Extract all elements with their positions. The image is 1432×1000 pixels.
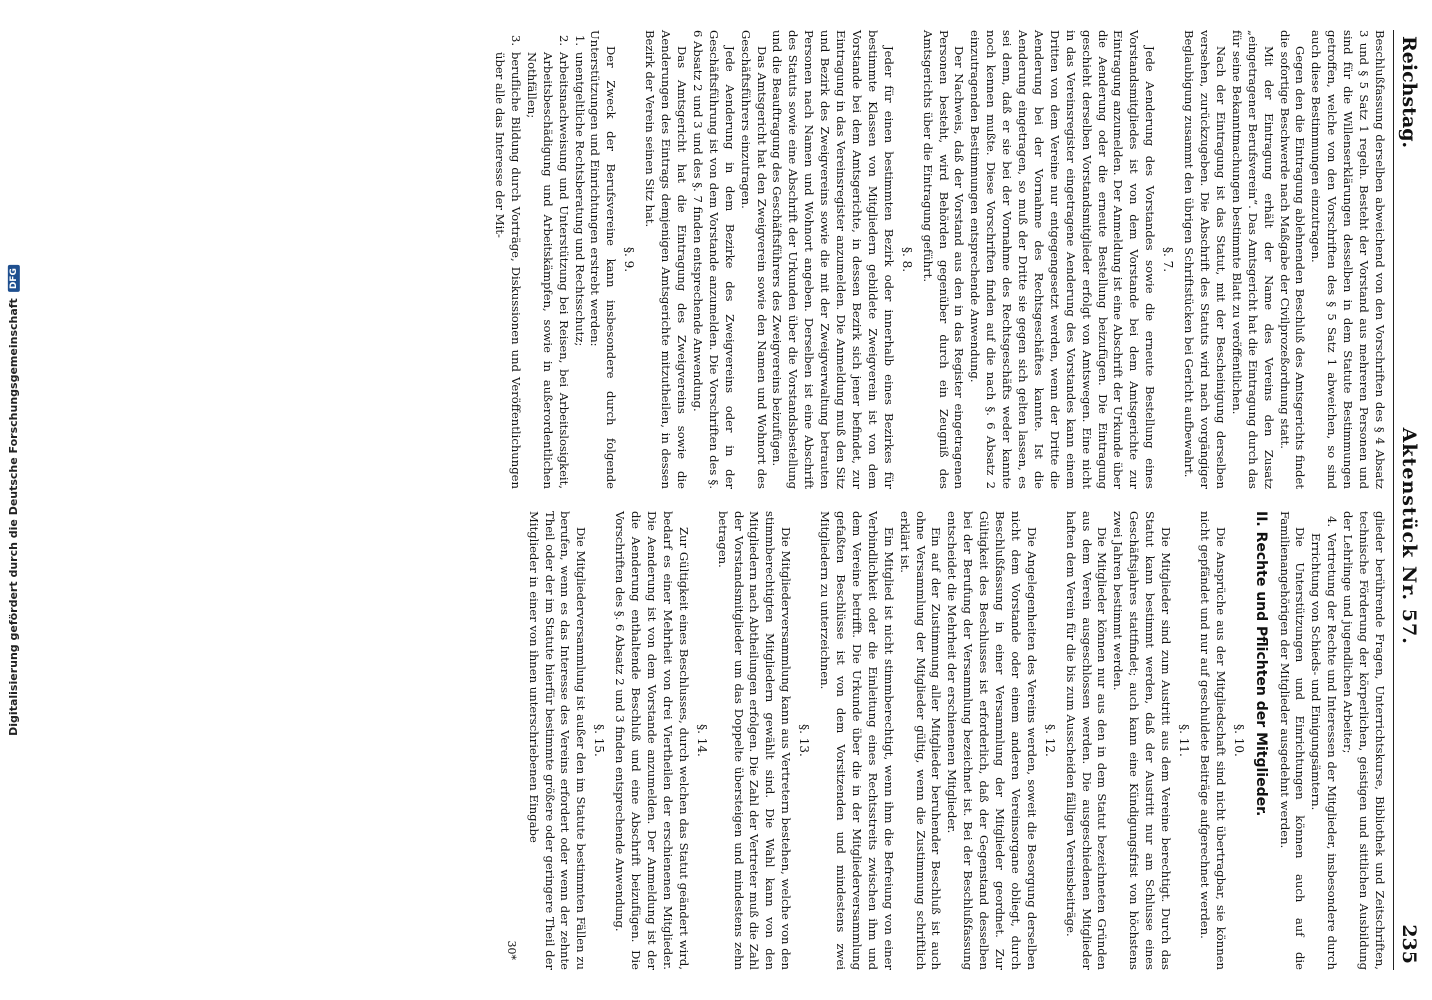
section-mark: §. 9. bbox=[622, 246, 637, 273]
list-item bbox=[523, 30, 571, 489]
paragraph: Die Mitgliederversammlung kann aus Vertretern bestehen, welche von den stimmberechtigten Mitgliedern gewählt sind. Die Wahl kann von den Mitgliedern nach Abtheilungen erfolgen. Die Zahl der Vertreter muß die Zahl der Vorstandsmitglieder um das Doppelte übersteigen und mindestens zehn betragen. bbox=[715, 511, 794, 970]
list-number: 1. bbox=[572, 34, 587, 46]
scanned-page-viewport bbox=[28, 0, 1432, 1000]
scanned-page bbox=[28, 0, 1432, 1000]
paragraph: Zur Gültigkeit eines Beschlusses, durch welchen das Statut geändert wird, bedarf es einer Mehrheit von drei Viertheilen der erschienenen Mitglieder. Die Aenderung ist von dem Vorstande anzumelden. Der Anmeldung ist der die Aenderung enthaltende Beschluß und eine Abschrift beizufügen. Die Vorschriften des §. 6 Absatz 2 und 3 finden entsprechende Anwendung. bbox=[613, 511, 691, 970]
section-mark: §. 11. bbox=[1177, 724, 1192, 757]
paragraph: Die Mitglieder sind zum Austritt aus dem Vereine berechtigt. Durch das Statut kann bestimmt werden, daß der Austritt nur am Schlusse eines Geschäftsjahres stattfindet; auch kann eine Kündigungsfrist von höchstens zwei Jahren bestimmt werden. bbox=[1111, 511, 1174, 970]
paragraph: Gegen den die Eintragung ablehnenden Beschluß des Amtsgerichts findet die sofortige Beschwerde nach Maßgabe der Civilprozeßordnung statt. bbox=[1277, 30, 1308, 489]
section-mark: §. 12. bbox=[1042, 724, 1057, 757]
paragraph: Mit der Eintragung erhält der Name des Vereins den Zusatz „eingetragener Berufsverein“. Das Amtsgericht hat die Eintragung durch das für seine Bekanntmachungen bestimmte Blatt zu veröffentlichen. bbox=[1229, 30, 1276, 489]
paragraph: Das Amtsgericht hat die Eintragung des Zweigvereins sowie die Aenderungen des Eintrags demjenigen Amtsgerichte mitzutheilen, in dessen Bezirk der Verein seinen Sitz hat. bbox=[643, 30, 690, 489]
paragraph: Beschlußfassung derselben abweichend von den Vorschriften des § 4 Absatz 3 und § 5 Satz 1 regeln. Besteht der Vorstand aus mehreren Personen und sind für die Willenserklärungen desselben in dem Statute Bestimmungen getroffen, welche von den Vorschriften des § 5 Satz 1 abweichen, so sind auch diese Bestimmungen einzutragen. bbox=[1309, 30, 1387, 489]
right-column bbox=[491, 511, 1387, 970]
paragraph: Jeder für einen bestimmten Bezirk oder innerhalb eines Bezirkes für bestimmte Klassen von Mitgliedern gebildete Zweigverein ist von dem Vorstande bei dem Amtsgerichte, in dessen Bezirk sich jener befindet, zur Eintragung in das Vereinsregister anzumelden. Die Anmeldung muß den Sitz und Bezirk des Zweigvereins sowie die mit der Zweigverwaltung betrauten Personen nach Namen und Wohnort angeben. Derselben ist eine Abschrift des Statuts sowie eine Abschrift der Urkunden über die Vorstandsbestellung und die Beauftragung des Geschäftsführers des Zweigvereins beizufügen. bbox=[770, 30, 896, 489]
section-mark: §. 15. bbox=[592, 724, 607, 757]
section-mark: §. 13. bbox=[797, 724, 812, 757]
header-left: Reichstag. bbox=[1398, 36, 1420, 149]
list-number: 4. bbox=[1325, 515, 1340, 527]
list-number: 3. bbox=[508, 34, 523, 46]
header-title: Aktenstück Nr. 57. bbox=[1398, 427, 1420, 645]
section-mark: §. 10. bbox=[1231, 724, 1246, 757]
paragraph: Die Mitgliederversammlung ist außer den im Statute bestimmten Fällen zu berufen, wenn es das Interesse des Vereins erfordert oder wenn der zehnte Theil oder der im Statute hierfür bestimmte größere oder geringere Theil der Mitglieder in einer von ihnen unterschriebenen Eingabe bbox=[526, 511, 589, 970]
list-item bbox=[491, 30, 523, 489]
page-header bbox=[1393, 30, 1420, 970]
list-item bbox=[571, 30, 587, 489]
paragraph: Jede Aenderung in dem Bezirke des Zweigvereins oder in der Geschäftsführung ist von dem Vorstande anzumelden. Die Vorschriften des §. 6 Absatz 2 und 3 und des §. 7 finden entsprechende Anwendung. bbox=[690, 30, 737, 489]
paragraph: Die Unterstützungen und Einrichtungen können auch auf die Familienangehörigen der Mitglieder ausgedehnt werden. bbox=[1277, 511, 1308, 970]
list-text: Vertretung der Rechte und Interessen der Mitglieder, insbesondere durch Errichtung von Schieds- und Einigungsämtern. bbox=[1309, 533, 1340, 970]
paragraph: Ein auf der Zustimmung aller Mitglieder beruhender Beschluß ist auch ohne Versammlung der Mitglieder gültig, wenn die Zustimmung schriftlich erklärt ist. bbox=[897, 511, 944, 970]
paragraph: Das Amtsgericht hat den Zweigverein sowie den Namen und Wohnort des Geschäftsführers einzutragen. bbox=[738, 30, 769, 489]
paragraph: Der Zweck der Berufsvereine kann insbesondere durch folgende Unterstützungen und Einrichtungen erstrebt werden: bbox=[588, 30, 619, 489]
credit-text: Digitalisierung gefördert durch die Deutsche Forschungsgemeinschaft bbox=[6, 297, 20, 736]
list-text: berufliche Bildung durch Vorträge, Diskussionen und Veröffentlichungen über alle das Interesse der Mit- bbox=[493, 52, 523, 489]
left-column bbox=[491, 30, 1387, 489]
text-columns bbox=[491, 30, 1393, 970]
paragraph: Die Mitglieder können nur aus den in dem Statut bezeichneten Gründen aus dem Verein ausgeschlossen werden. Die ausgeschiedenen Mitglieder haften dem Verein für die bis zum Ausscheiden fälligen Vereinsbeiträge. bbox=[1063, 511, 1110, 970]
paragraph: Die Ansprüche aus der Mitgliedschaft sind nicht übertragbar, sie können nicht gepfändet und nur auf geschuldete Beiträge aufgerechnet werden. bbox=[1197, 511, 1228, 970]
list-text: Arbeitsnachweisung und Unterstützung bei Reisen, bei Arbeitslosigkeit, Arbeitsbeschädigung und Arbeitskämpfen, sowie in außerordentlichen Nothfällen; bbox=[524, 52, 571, 489]
section-mark: §. 14. bbox=[694, 724, 709, 757]
paragraph: Jede Aenderung des Vorstandes sowie die erneute Bestellung eines Vorstandsmitgliedes ist von dem Vorstande bei dem Amtsgerichte zur Eintragung anzumelden. Der Anmeldung ist eine Abschrift der Urkunde über die Aenderung oder die erneute Bestellung beizufügen. Die Eintragung geschieht derselben Vorstandsmitglieder erfolgt von Amtswegen. Eine nicht in das Vereinsregister eingetragene Aenderung des Vorstandes kann einem Dritten von dem Vereine nur entgegengesetzt werden, wenn der Dritte die Aenderung bei der Vornahme des Rechtsgeschäftes kannte. Ist die Aenderung eingetragen, so muß der Dritte sie gegen sich gelten lassen, es sei denn, daß er sie bei der Vornahme des Rechtsgeschäfts weder kannte noch kennen mußte. Diese Vorschriften finden auf die nach §. 6 Absatz 2 einzutragenden Bestimmungen entsprechende Anwendung. bbox=[968, 30, 1158, 489]
paragraph: glieder berührende Fragen, Unterrichtskurse, Bibliothek und Zeitschriften, technische Förderung der körperlichen, geistigen und sittlichen Ausbildung der Lehrlinge und jugendlichen Arbeiter; bbox=[1341, 511, 1387, 970]
signature-mark: 30* bbox=[504, 940, 518, 960]
paragraph: Nach der Eintragung ist das Statut, mit der Bescheinigung derselben versehen, zurückzugeben. Die Abschrift des Statuts wird nach vorgängiger Beglaubigung zusammt den übrigen Schriftstücken bei Gericht aufbewahrt. bbox=[1182, 30, 1228, 489]
chapter-heading: II. Rechte und Pflichten der Mitglieder. bbox=[1252, 511, 1269, 817]
dfg-logo: DFG bbox=[7, 265, 19, 292]
list-text: unentgeltliche Rechtsberatung und Rechtsschutz; bbox=[572, 52, 587, 347]
paragraph: Ein Mitglied ist nicht stimmberechtigt, wenn ihm die Befreiung von einer Verbindlichkeit oder die Einleitung eines Rechtsstreits zwischen ihm und dem Vereine betrifft. Die Urkunde über die in der Mitgliederversammlung gefaßten Beschlüsse ist von dem Vorsitzenden und mindestens zwei Mitgliedern zu unterzeichnen. bbox=[818, 511, 896, 970]
digitization-credit bbox=[2, 0, 24, 1000]
list-number: 2. bbox=[556, 34, 571, 46]
paragraph: Die Angelegenheiten des Vereins werden, soweit die Besorgung derselben nicht dem Vorstande oder einem anderen Vereinsorgane obliegt, durch Beschlußfassung in einer Versammlung der Mitglieder geordnet. Zur Gültigkeit des Beschlusses ist erforderlich, daß der Gegenstand desselben bei der Berufung der Versammlung bezeichnet ist. Bei der Beschlußfassung entscheidet die Mehrheit der erschienenen Mitglieder. bbox=[945, 511, 1039, 970]
section-mark: §. 8. bbox=[899, 246, 914, 273]
list-item bbox=[1307, 511, 1339, 970]
section-mark: §. 7. bbox=[1161, 246, 1176, 273]
page-number: 235 bbox=[1398, 924, 1420, 964]
paragraph: Der Nachweis, daß der Vorstand aus den in das Register eingetragenen Personen besteht, wird Behörden gegenüber durch ein Zeugniß des Amtsgerichts über die Eintragung geführt. bbox=[920, 30, 967, 489]
